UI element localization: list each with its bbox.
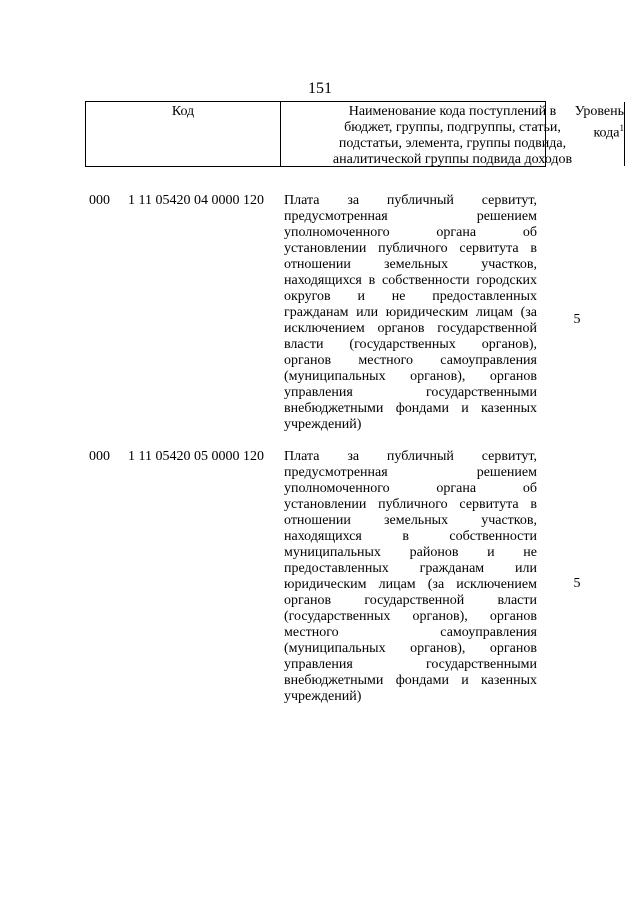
description-line: исключением органов государственной bbox=[284, 321, 537, 336]
revenue-code: 1 11 05420 04 0000 120 bbox=[128, 193, 264, 208]
description-line: управления государственными bbox=[284, 385, 537, 400]
description-line: установлении публичного сервитута в bbox=[284, 241, 537, 256]
level-value: 5 bbox=[573, 312, 581, 327]
description-line: уполномоченного органа об bbox=[284, 225, 537, 240]
description-line: установлении публичного сервитута в bbox=[284, 497, 537, 512]
description-line: уполномоченного органа об bbox=[284, 481, 537, 496]
description-line: (муниципальных органов), органов bbox=[284, 641, 537, 656]
description-line: внебюджетными фондами и казенных bbox=[284, 673, 537, 688]
description-line: внебюджетными фондами и казенных bbox=[284, 401, 537, 416]
description-line: власти (государственных органов), bbox=[284, 337, 537, 352]
header-level-line2: кода bbox=[593, 125, 620, 141]
description-line: юридическим лицам (за исключением bbox=[284, 577, 537, 592]
header-code bbox=[86, 102, 281, 166]
description-line: управления государственными bbox=[284, 657, 537, 672]
admin-code: 000 bbox=[89, 193, 110, 208]
description-line: отношении земельных участков, bbox=[284, 513, 537, 528]
description-line: органов местного самоуправления bbox=[284, 353, 537, 368]
description-line: (государственных органов), органов bbox=[284, 609, 537, 624]
description-line: органов государственной власти bbox=[284, 593, 537, 608]
description-line: находящихся в собственности городских bbox=[284, 273, 537, 288]
description-line: учреждений) bbox=[284, 689, 362, 704]
header-code-label: Код bbox=[171, 104, 195, 119]
header-name-line: Наименование кода поступлений в bbox=[348, 104, 557, 119]
description-line: местного самоуправления bbox=[284, 625, 537, 640]
page-number: 151 bbox=[308, 80, 332, 97]
description-line: учреждений) bbox=[284, 417, 362, 432]
table-header bbox=[85, 101, 624, 167]
header-level bbox=[540, 102, 630, 166]
description-line: Плата за публичный сервитут, bbox=[284, 449, 537, 464]
description-line: Плата за публичный сервитут, bbox=[284, 193, 537, 208]
header-name-line: бюджет, группы, подгруппы, статьи, bbox=[344, 120, 561, 135]
description-line: округов и не предоставленных bbox=[284, 289, 537, 304]
description-line: (муниципальных органов), органов bbox=[284, 369, 537, 384]
description-line: находящихся в собственности bbox=[284, 529, 537, 544]
header-name-line: аналитической группы подвида доходов bbox=[332, 152, 573, 167]
revenue-description bbox=[284, 193, 537, 433]
header-name-line: подстатьи, элемента, группы подвида, bbox=[338, 136, 567, 151]
level-value: 5 bbox=[573, 576, 581, 591]
admin-code: 000 bbox=[89, 449, 110, 464]
description-line: предусмотренная решением bbox=[284, 465, 537, 480]
header-level-line1: Уровень bbox=[574, 104, 624, 119]
revenue-code: 1 11 05420 05 0000 120 bbox=[128, 449, 264, 464]
header-level-footnote: 1 bbox=[619, 123, 624, 133]
description-line: предоставленных гражданам или bbox=[284, 561, 537, 576]
description-line: отношении земельных участков, bbox=[284, 257, 537, 272]
revenue-description bbox=[284, 449, 537, 705]
description-line: предусмотренная решением bbox=[284, 209, 537, 224]
description-line: гражданам или юридическим лицам (за bbox=[284, 305, 537, 320]
description-line: муниципальных районов и не bbox=[284, 545, 537, 560]
